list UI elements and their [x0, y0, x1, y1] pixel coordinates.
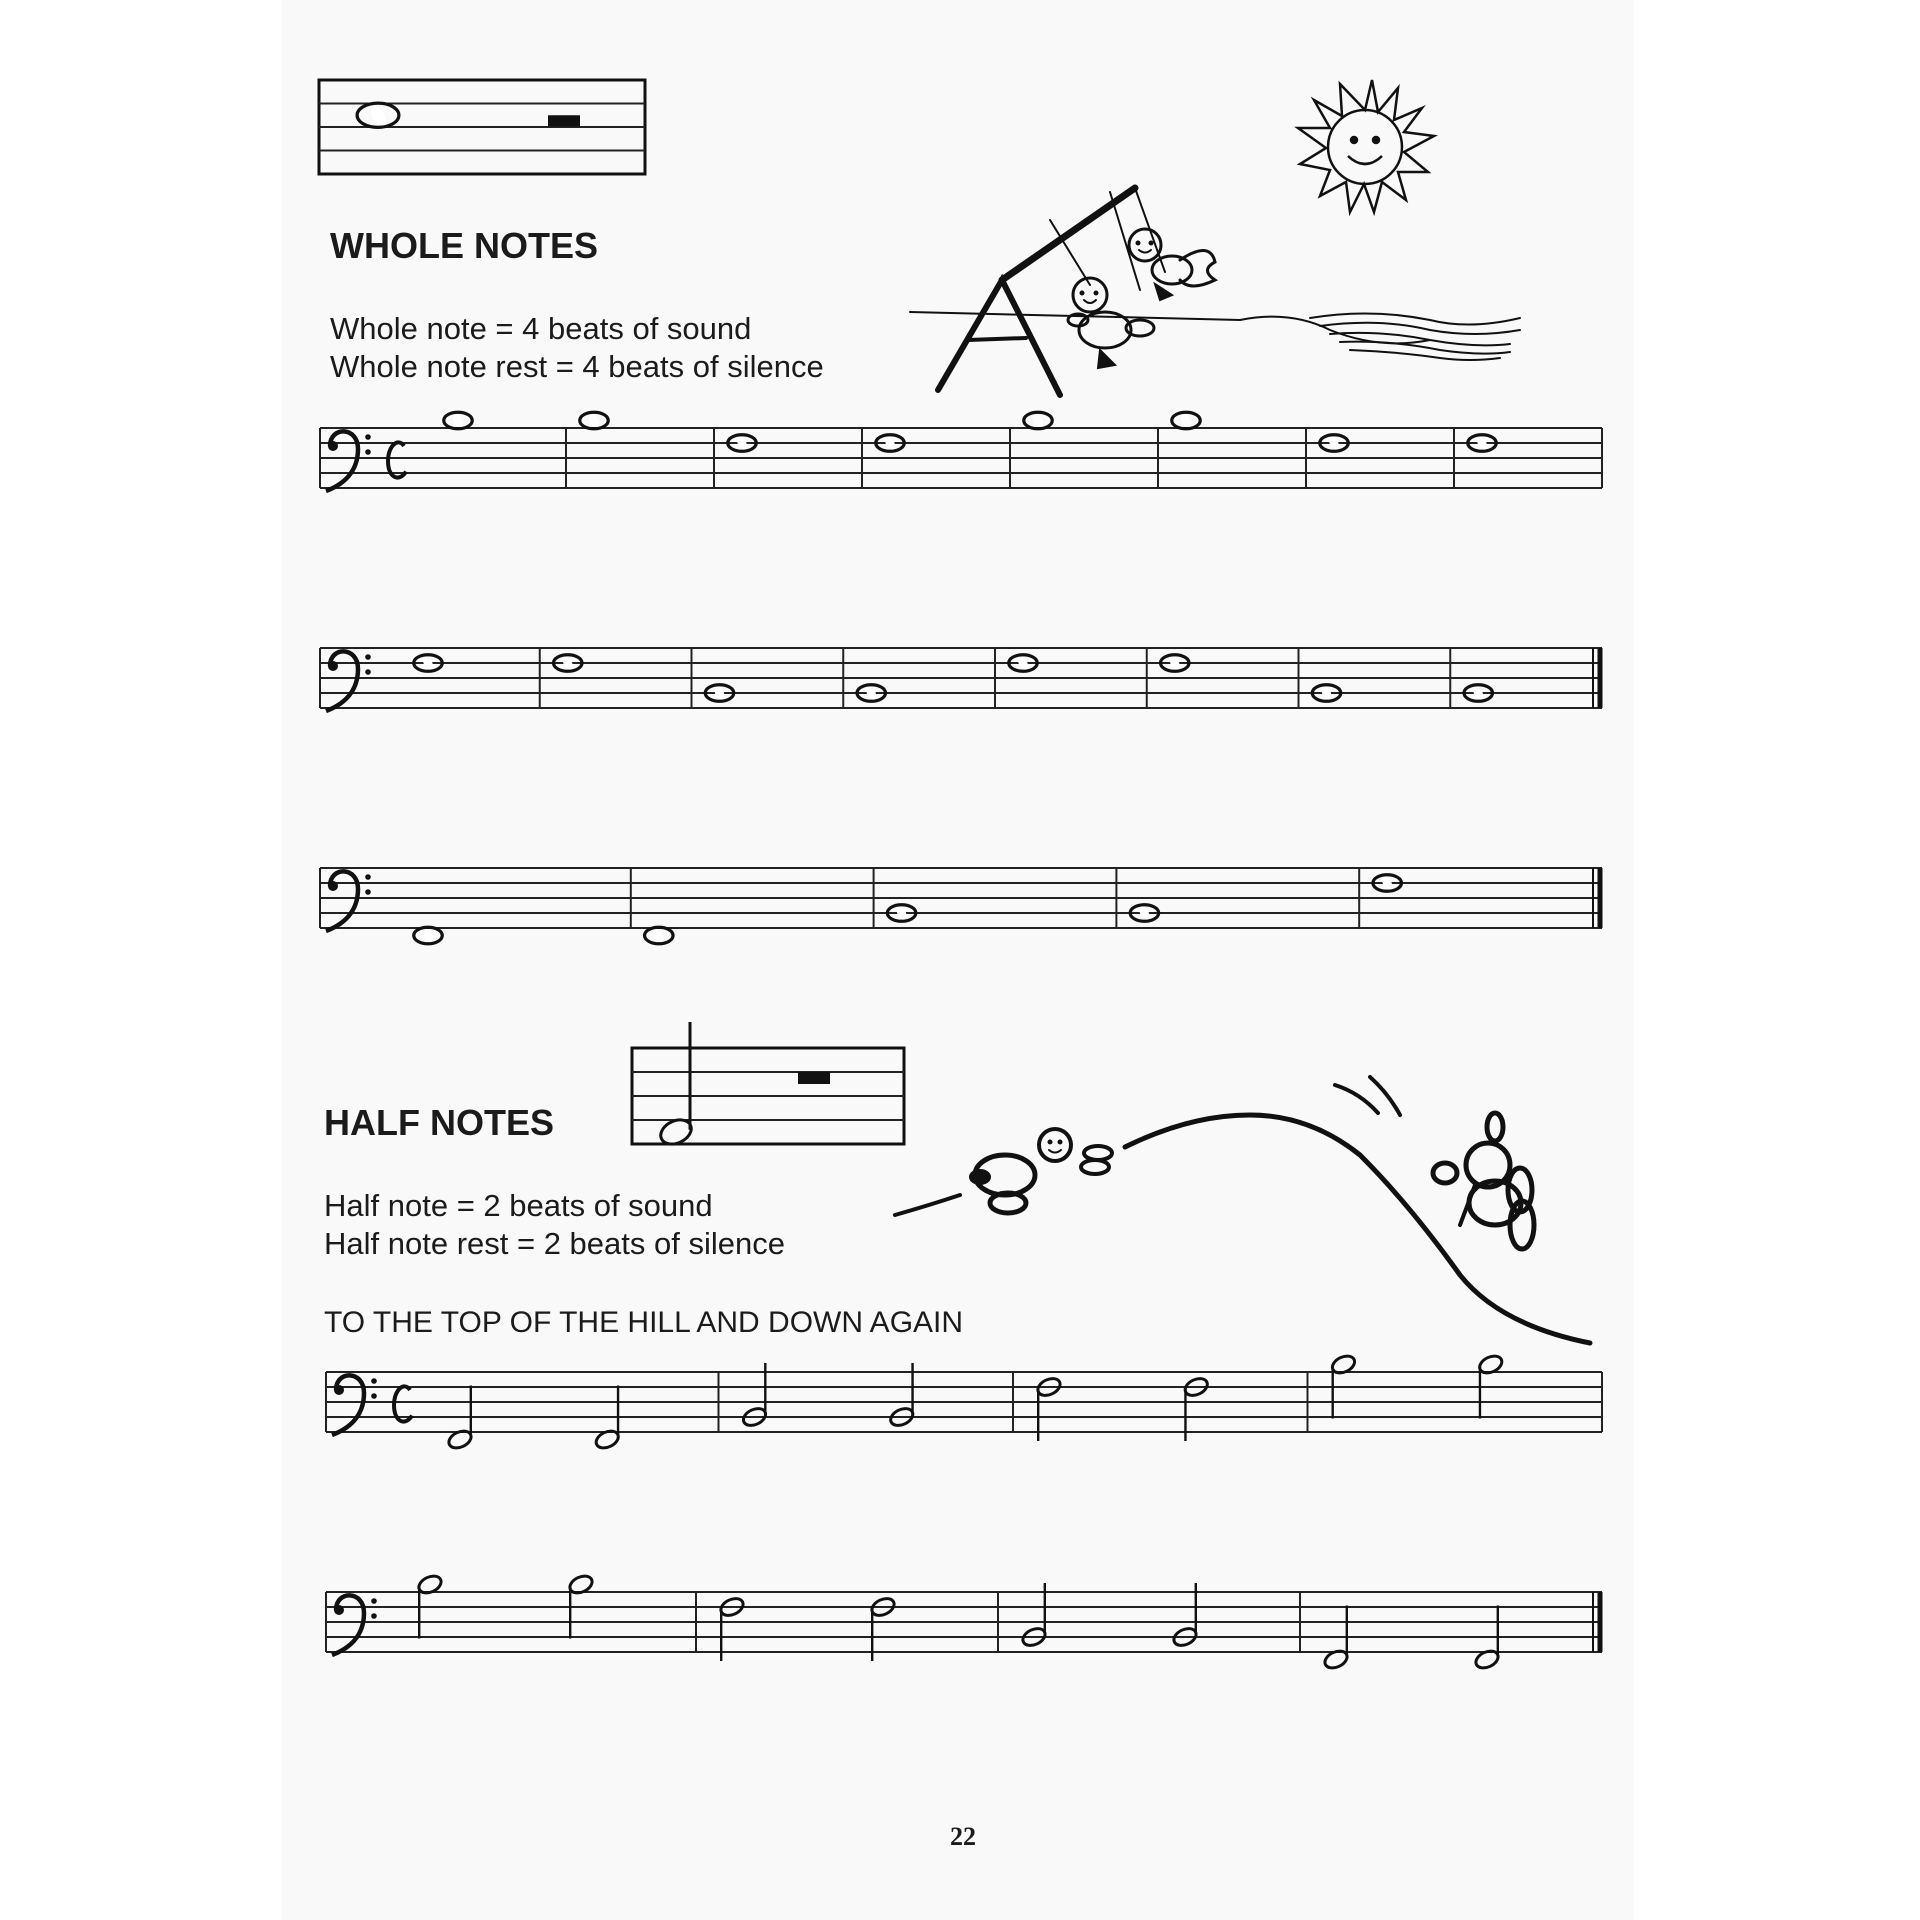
half-note [1322, 1606, 1350, 1672]
bass-clef-icon [326, 871, 371, 931]
staff-lines [320, 648, 1602, 708]
hill-slide-illustration [890, 1075, 1610, 1355]
whole-rest-symbol [548, 115, 580, 126]
half-note-symbol [657, 1022, 695, 1149]
half-note [446, 1386, 474, 1452]
page-number: 22 [950, 1822, 976, 1851]
half-rest-definition: Half note rest = 2 beats of silence [324, 1226, 785, 1261]
staff-half-2 [324, 1570, 1604, 1700]
half-note-definition: Half note = 2 beats of sound [324, 1188, 713, 1223]
half-note-legend [630, 1020, 910, 1150]
bass-clef-icon [326, 651, 371, 711]
half-note [567, 1573, 595, 1639]
half-note [593, 1386, 621, 1452]
staff-lines [320, 868, 1602, 928]
whole-notes-heading: WHOLE NOTES [330, 225, 598, 266]
half-note [416, 1573, 444, 1639]
bass-clef-icon [332, 1595, 377, 1655]
half-note [1330, 1353, 1358, 1419]
bass-clef-icon [326, 431, 371, 491]
whole-note [645, 927, 674, 944]
staff-half-1 [324, 1350, 1604, 1480]
bass-clef-icon [332, 1375, 377, 1435]
swing-illustration [910, 180, 1530, 400]
staff-lines [326, 1592, 1602, 1652]
whole-note [414, 927, 443, 944]
staff-whole-2 [318, 640, 1604, 720]
whole-note-symbol [357, 103, 399, 127]
whole-rest-definition: Whole note rest = 4 beats of silence [330, 349, 824, 384]
staff-whole-1 [318, 420, 1604, 490]
half-note [1477, 1353, 1505, 1419]
half-rest-symbol [798, 1072, 830, 1084]
half-note [1473, 1606, 1501, 1672]
staff-lines [320, 428, 1602, 488]
staff-whole-3 [318, 860, 1604, 970]
song-title: TO THE TOP OF THE HILL AND DOWN AGAIN [324, 1306, 964, 1339]
staff-lines [326, 1372, 1602, 1432]
whole-note-definition: Whole note = 4 beats of sound [330, 311, 752, 346]
whole-note-legend [318, 78, 648, 176]
half-notes-heading: HALF NOTES [324, 1102, 554, 1143]
